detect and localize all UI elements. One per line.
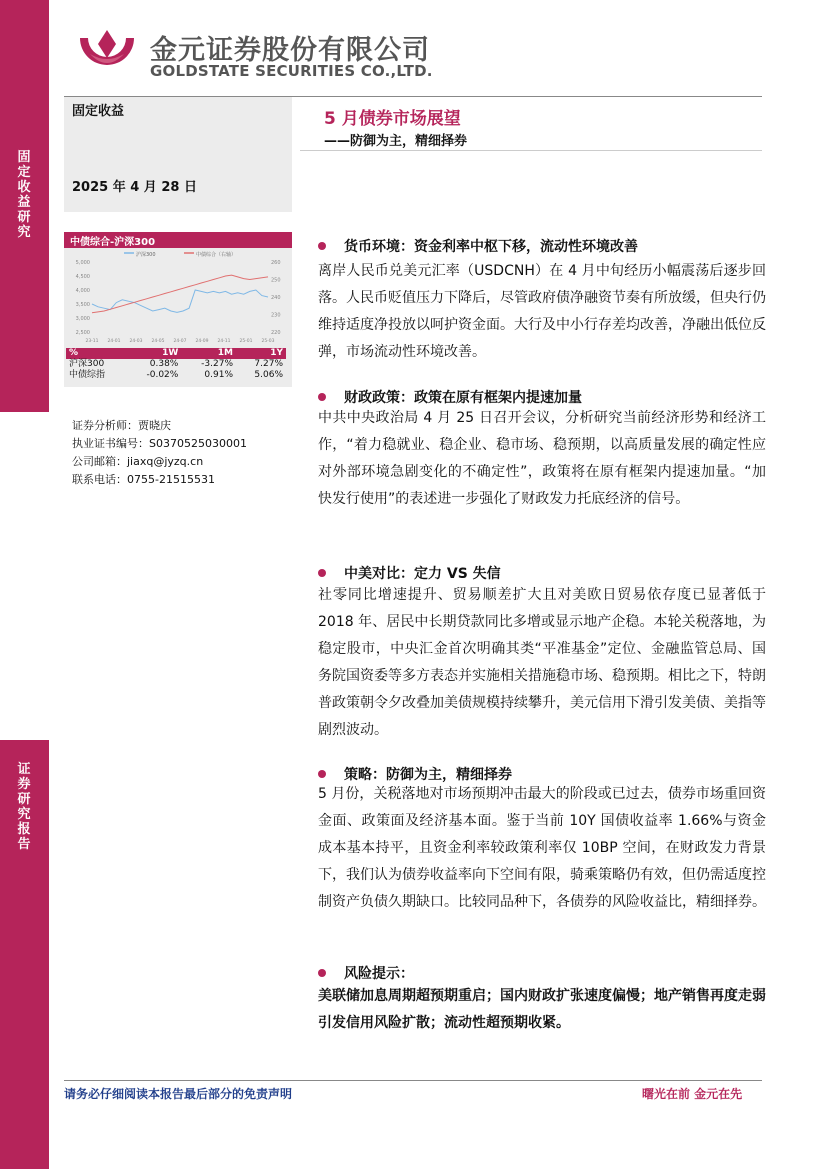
section-body: 社零同比增速提升、贸易顺差扩大且对美欧日贸易依存度已显著低于 2018 年、居民中长期贷款同比多增或显示地产企稳。本轮关税落地，为稳定股市，中央汇金首次明确其类“平准基金”定位、金融监管总局、国务院国资委等多方表态并实施相关措施稳市场、稳预期。相比之下，特朗普政策朝令夕改叠加美债规模持续攀升，美元信用下滑引发美债、美指等剧烈波动。 xyxy=(318,587,766,738)
section-heading-text: 中美对比：定力 VS 失信 xyxy=(344,566,501,582)
table-cell: 中债综指 xyxy=(69,370,106,380)
chart-header xyxy=(64,232,292,248)
company-slogan: 曙光在前 金元在先 xyxy=(642,1087,743,1101)
table-cell: 0.91% xyxy=(204,370,233,380)
x-tick: 24-11 xyxy=(217,339,231,344)
sidebar-top xyxy=(0,0,49,412)
section-heading xyxy=(318,963,414,983)
risk-body: 美联储加息周期超预期重启；国内财政扩张速度偏慢；地产销售再度走弱引发信用风险扩散；流动性超预期收紧。 xyxy=(318,988,766,1031)
bullet-icon xyxy=(318,770,326,778)
report-date: 2025 年 4 月 28 日 xyxy=(72,180,197,195)
analyst-phone: 联系电话：0755-21515531 xyxy=(72,473,215,486)
legend-label: 沪深300 xyxy=(136,252,156,258)
table-cell: -0.02% xyxy=(146,370,179,380)
section-body: 中共中央政治局 4 月 25 日召开会议，分析研究当前经济形势和经济工作，“着力稳就业、稳企业、稳市场、稳预期，以高质量发展的确定性应对外部环境急剧变化的不确定性”，政策将在原有框架内提速加量。“加快发行使用”的表述进一步强化了财政发力托底经济的信号。 xyxy=(318,410,766,507)
bullet-icon xyxy=(318,393,326,401)
company-logo-icon xyxy=(76,24,138,78)
report-title: 5 月债券市场展望 xyxy=(324,109,461,129)
y-left-tick: 4,500 xyxy=(75,274,90,280)
y-right-tick: 220 xyxy=(271,330,281,336)
analyst-email[interactable]: 公司邮箱：jiaxq@jyzq.cn xyxy=(72,455,204,468)
report-subtitle: ——防御为主，精细择券 xyxy=(324,134,468,149)
y-right-tick: 250 xyxy=(271,277,281,284)
section-heading xyxy=(318,563,501,583)
y-right-tick: 240 xyxy=(271,295,281,301)
table-row xyxy=(66,370,286,381)
table-header-cell: 1Y xyxy=(236,348,286,359)
sidebar-bottom-label: 证券研究报告 xyxy=(17,762,31,852)
x-tick: 25-01 xyxy=(239,339,253,344)
y-left-tick: 5,000 xyxy=(75,260,90,266)
chart-title: 中债综合-沪深300 xyxy=(70,237,156,248)
x-tick: 24-01 xyxy=(107,339,121,344)
section-heading-text: 风险提示： xyxy=(344,966,414,982)
series-line xyxy=(92,290,268,312)
company-name-en: GOLDSTATE SECURITIES CO.,LTD. xyxy=(150,62,433,80)
y-right-tick: 230 xyxy=(271,312,281,319)
section-body: 5 月份，关税落地对市场预期冲击最大的阶段或已过去，债券市场重回资金面、政策面及经济基本面。鉴于当前 10Y 国债收益率 1.66%与资金成本基本持平，且资金利率较政策利率仅 10BP 空间，在财政发力背景下，我们认为债券收益率向下空间有限，骑乘策略仍有效，但仍需适度控制资产负债久期缺口。比较同品种下，各债券的风险收益比，精细择券。 xyxy=(318,786,766,910)
footer-divider xyxy=(64,1080,762,1081)
x-tick: 25-03 xyxy=(261,339,275,344)
table-row xyxy=(66,359,286,370)
section-heading xyxy=(318,236,638,256)
bullet-icon xyxy=(318,969,326,977)
section-heading-text: 货币环境：资金利率中枢下移，流动性环境改善 xyxy=(344,239,638,255)
section-heading xyxy=(318,387,582,407)
table-header-cell: % xyxy=(66,348,127,359)
table-cell: 5.06% xyxy=(254,370,283,380)
table-cell: -3.27% xyxy=(201,359,233,369)
y-left-tick: 3,500 xyxy=(75,302,90,308)
analyst-license: 执业证书编号：S0370525030001 xyxy=(72,437,247,450)
table-header-cell: 1W xyxy=(127,348,182,359)
table-cell: 7.27% xyxy=(254,359,283,369)
y-left-tick: 2,500 xyxy=(75,330,90,336)
performance-table xyxy=(66,348,286,381)
analyst-name: 证券分析师：贾晓庆 xyxy=(72,419,171,432)
report-category: 固定收益 xyxy=(72,104,125,119)
table-cell: 0.38% xyxy=(149,359,179,369)
disclaimer-link[interactable]: 请务必仔细阅读本报告最后部分的免责声明 xyxy=(64,1087,293,1101)
x-tick: 24-09 xyxy=(195,339,209,344)
x-tick: 24-07 xyxy=(173,339,187,344)
table-header-row xyxy=(66,348,286,359)
table-header-cell: 1M xyxy=(181,348,236,359)
x-tick: 24-05 xyxy=(151,339,165,344)
sidebar-bottom xyxy=(0,740,49,1169)
company-name-cn: 金元证券股份有限公司 xyxy=(150,35,430,66)
x-tick: 24-03 xyxy=(129,339,143,344)
y-left-tick: 3,000 xyxy=(75,316,90,322)
bullet-icon xyxy=(318,242,326,250)
table-cell: 沪深300 xyxy=(69,359,105,369)
y-left-tick: 4,000 xyxy=(75,288,90,294)
y-right-tick: 260 xyxy=(271,260,281,266)
section-body: 离岸人民币兑美元汇率（USDCNH）在 4 月中旬经历小幅震荡后逐步回落。人民币贬值压力下降后，尽管政府债净融资节奏有所放缓，但央行仍维持适度净投放以呵护资金面。大行及中小行存差均改善，净融出低位反弹，市场流动性环境改善。 xyxy=(318,263,766,360)
sidebar-top-label: 固定收益研究 xyxy=(17,150,31,240)
section-heading-text: 财政政策：政策在原有框架内提速加量 xyxy=(344,390,582,406)
x-tick: 23-11 xyxy=(85,339,99,344)
legend-label: 中债综合（右轴） xyxy=(196,252,237,258)
title-divider xyxy=(300,150,762,151)
line-chart xyxy=(64,248,292,346)
section-heading-text: 策略：防御为主，精细择券 xyxy=(344,767,512,783)
bullet-icon xyxy=(318,569,326,577)
